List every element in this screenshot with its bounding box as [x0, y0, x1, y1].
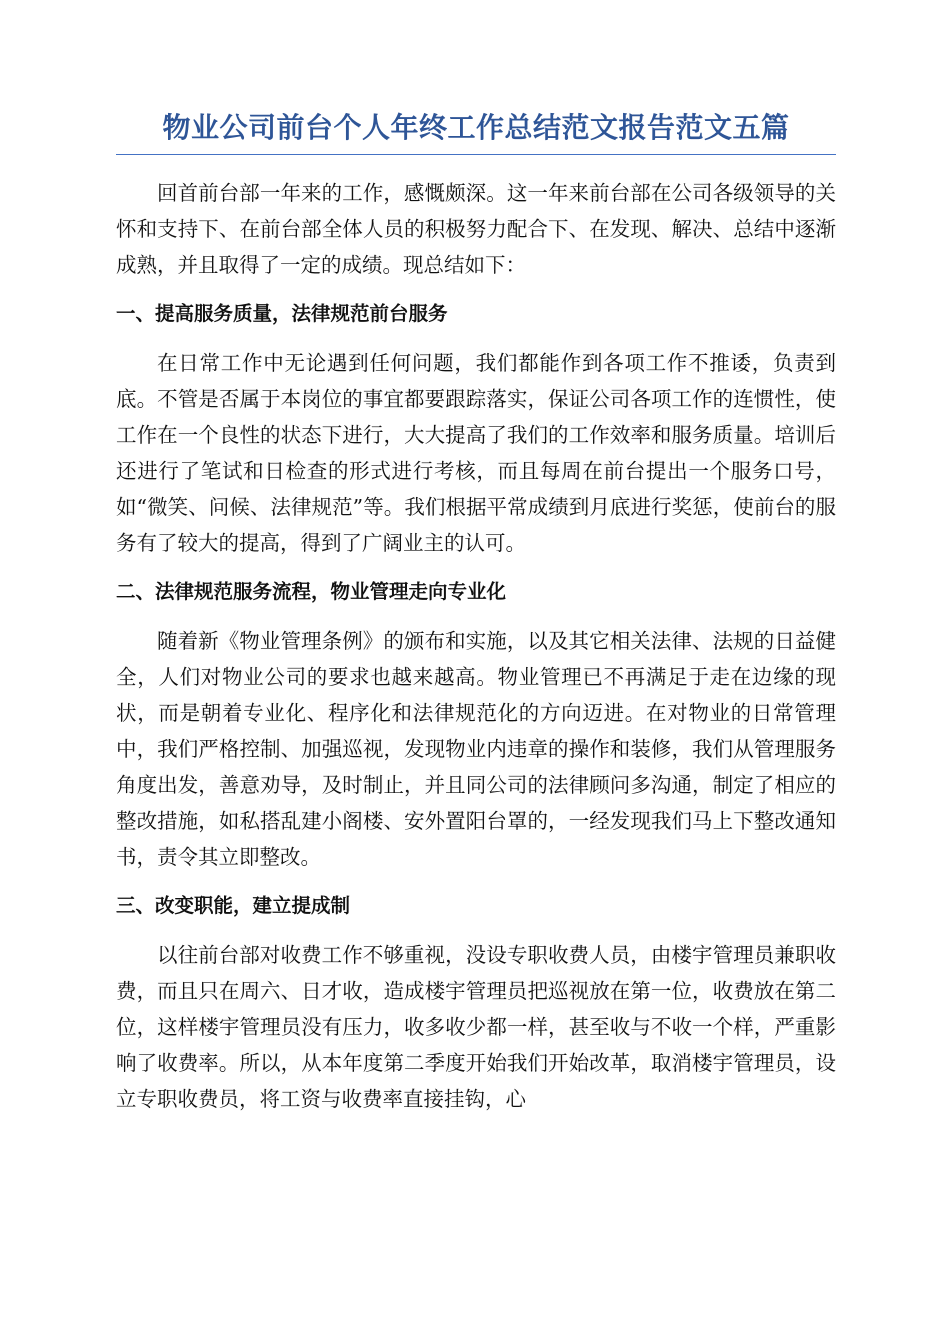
document-title: 物业公司前台个人年终工作总结范文报告范文五篇: [116, 108, 836, 155]
section-heading-3: 三、改变职能，建立提成制: [116, 894, 351, 917]
section-body-1: 在日常工作中无论遇到任何问题，我们都能作到各项工作不推诿，负责到底。不管是否属于本岗位的事宜都要跟踪落实，保证公司各项工作的连惯性，使工作在一个良性的状态下进行，大大提高了我们的工作效率和服务质量。培训后还进行了笔试和日检查的形式进行考核，而且每周在前台提出一个服务口号，如“微笑、问候、法律规范”等。我们根据平常成绩到月底进行奖惩，使前台的服务有了较大的提高，得到了广阔业主的认可。: [116, 351, 836, 555]
intro-paragraph: 回首前台部一年来的工作，感慨颇深。这一年来前台部在公司各级领导的关怀和支持下、在前台部全体人员的积极努力配合下、在发现、解决、总结中逐渐成熟，并且取得了一定的成绩。现总结如下：: [116, 181, 836, 277]
section-body-3: 以往前台部对收费工作不够重视，没设专职收费人员，由楼宇管理员兼职收费，而且只在周六、日才收，造成楼宇管理员把巡视放在第一位，收费放在第二位，这样楼宇管理员没有压力，收多收少都一样，甚至收与不收一个样，严重影响了收费率。所以，从本年度第二季度开始我们开始改革，取消楼宇管理员，设立专职收费员，将工资与收费率直接挂钩，心: [116, 943, 836, 1111]
document-page: [116, 108, 836, 1117]
section-heading-1: 一、提高服务质量，法律规范前台服务: [116, 302, 448, 325]
section-body-2: 随着新《物业管理条例》的颁布和实施，以及其它相关法律、法规的日益健全，人们对物业公司的要求也越来越高。物业管理已不再满足于走在边缘的现状，而是朝着专业化、程序化和法律规范化的方向迈进。在对物业的日常管理中，我们严格控制、加强巡视，发现物业内违章的操作和装修，我们从管理服务角度出发，善意劝导，及时制止，并且同公司的法律顾问多沟通，制定了相应的整改措施，如私搭乱建小阁楼、安外置阳台罩的，一经发现我们马上下整改通知书，责令其立即整改。: [116, 629, 836, 869]
section-heading-2: 二、法律规范服务流程，物业管理走向专业化: [116, 580, 507, 603]
